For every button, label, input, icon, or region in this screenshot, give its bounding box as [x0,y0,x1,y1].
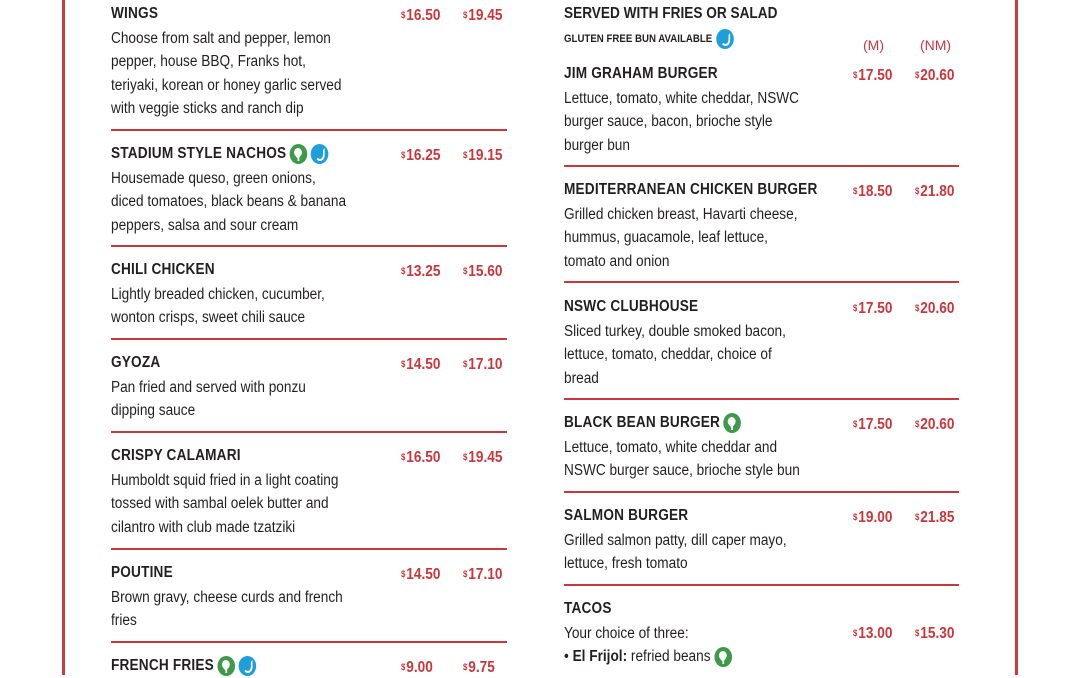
menu-item-description [564,436,819,483]
member-price [853,66,892,86]
price-value: 9.75 [468,659,495,676]
menu-item-name [111,563,173,583]
menu-item-description [111,167,366,237]
menu-item-title: SALMON BURGER [564,507,689,524]
price-value: 9.00 [406,659,433,676]
item-divider [564,491,959,493]
menu-item-name [564,413,741,433]
price-value: 16.25 [406,147,441,164]
non-member-price [915,624,954,644]
non-member-price [915,415,954,435]
currency-symbol: $ [401,266,406,276]
vegetarian-icon [714,647,732,667]
currency-symbol: $ [463,359,468,369]
gluten-free-icon [311,144,329,164]
price-value: 14.50 [406,356,441,373]
non-member-price [463,658,495,678]
menu-item-title: JIM GRAHAM BURGER [564,65,718,82]
currency-symbol: $ [463,452,468,462]
menu-item-description [111,27,366,120]
price-value: 20.60 [920,67,955,84]
description-line: tomato and onion [564,252,670,270]
menu-item-description [564,622,819,669]
description-line: lettuce, fresh tomato [564,555,688,573]
price-value: 15.30 [920,625,955,642]
currency-symbol: $ [401,10,406,20]
description-line: Grilled chicken breast, Havarti cheese, [564,206,798,223]
price-value: 16.50 [406,449,441,466]
currency-symbol: $ [401,569,406,579]
item-divider [111,641,507,643]
menu-item-name [564,180,817,200]
currency-symbol: $ [853,70,858,80]
item-divider [564,281,959,283]
menu-item-title: FRENCH FRIES [111,657,214,674]
menu-item-title: MEDITERRANEAN CHICKEN BURGER [564,181,818,198]
currency-symbol: $ [401,452,406,462]
taco-option: • El Frijol: refried beans [564,645,819,668]
member-price [853,299,892,319]
member-price [853,415,892,435]
taco-option-text: refried beans [630,648,711,666]
description-line: Lettuce, tomato, white cheddar, NSWC [564,90,800,107]
vegetarian-icon [217,656,235,676]
gluten-free-icon [239,656,257,676]
price-value: 17.50 [858,67,893,84]
price-value: 19.15 [468,147,503,164]
currency-symbol: $ [463,10,468,20]
description-line: teriyaki, korean or honey garlic served [111,76,342,94]
currency-symbol: $ [915,419,920,429]
description-line: pepper, house BBQ, Franks hot, [111,53,306,71]
non-member-price [915,182,954,202]
menu-item-title: NSWC CLUBHOUSE [564,298,699,315]
price-value: 19.00 [858,509,893,526]
description-line: Your choice of three: [564,625,689,642]
menu-item-description [111,376,366,423]
member-price [853,624,892,644]
price-value: 15.60 [468,263,503,280]
gluten-free-note-text: GLUTEN FREE BUN AVAILABLE [564,33,713,45]
item-divider [564,398,959,400]
description-line: cilantro with club made tzatziki [111,518,296,536]
currency-symbol: $ [853,303,858,313]
non-member-price [463,6,502,26]
price-value: 17.10 [468,566,503,583]
non-member-price [915,508,954,528]
description-line: Choose from salt and pepper, lemon [111,30,331,47]
currency-symbol: $ [401,662,406,672]
member-price [401,448,440,468]
section-note: SERVED WITH FRIES OR SALAD [564,5,778,22]
non-member-price [463,146,502,166]
price-value: 13.00 [858,625,893,642]
description-line: burger sauce, bacon, brioche style [564,113,773,131]
menu-item-description [564,320,819,390]
description-line: tossed with sambal oelek butter and [111,495,329,513]
description-line: NSWC burger sauce, brioche style bun [564,462,800,480]
member-price [853,182,892,202]
description-line: Sliced turkey, double smoked bacon, [564,323,786,340]
menu-item-description [111,586,366,633]
item-divider [111,431,507,433]
item-divider [111,129,507,131]
vegetarian-icon [724,413,742,433]
gluten-free-note [564,29,734,49]
menu-border-right [1015,0,1018,675]
description-line: Housemade queso, green onions, [111,170,316,187]
menu-item-name [111,446,241,466]
member-price [401,146,440,166]
price-value: 20.60 [920,416,955,433]
currency-symbol: $ [915,70,920,80]
menu-item-title: CHILI CHICKEN [111,261,215,278]
description-line: Lightly breaded chicken, cucumber, [111,286,325,303]
menu-item-description [564,203,819,273]
menu-item-description [111,469,366,539]
non-member-price [463,262,502,282]
description-line: Pan fried and served with ponzu [111,379,306,396]
non-member-price [915,66,954,86]
price-value: 19.45 [468,7,503,24]
non-member-price-header: (NM) [920,37,952,53]
price-value: 16.50 [406,7,441,24]
description-line: Lettuce, tomato, white cheddar and [564,439,778,456]
menu-item-description [564,529,819,576]
description-line: Humboldt squid fried in a light coating [111,472,339,489]
non-member-price [463,565,502,585]
menu-item-title: CRISPY CALAMARI [111,447,241,464]
description-line: hummus, guacamole, leaf lettuce, [564,229,768,247]
currency-symbol: $ [463,569,468,579]
price-value: 21.85 [920,509,955,526]
menu-item-title: WINGS [111,5,159,22]
description-line: diced tomatoes, black beans & banana [111,193,347,211]
description-line: dipping sauce [111,402,196,420]
currency-symbol: $ [915,628,920,638]
non-member-price [915,299,954,319]
price-value: 19.45 [468,449,503,466]
member-price [401,355,440,375]
currency-symbol: $ [915,512,920,522]
currency-symbol: $ [401,150,406,160]
currency-symbol: $ [853,419,858,429]
taco-option-label: El Frijol: [572,648,628,666]
description-line: lettuce, tomato, cheddar, choice of [564,346,772,364]
menu-item-name [564,297,698,317]
currency-symbol: $ [463,150,468,160]
menu-item-description [111,283,366,330]
member-price [401,658,433,678]
menu-border-left [62,0,65,675]
description-line: fries [111,612,137,630]
price-value: 17.10 [468,356,503,373]
non-member-price [463,448,502,468]
menu-item-name [111,144,329,164]
menu-item-name [111,4,158,24]
item-divider [564,165,959,167]
price-value: 21.80 [920,183,955,200]
description-line: bread [564,369,599,387]
menu-item-title: BLACK BEAN BURGER [564,414,721,431]
menu-item-title: STADIUM STYLE NACHOS [111,145,287,162]
currency-symbol: $ [401,359,406,369]
member-price [401,6,440,26]
currency-symbol: $ [915,303,920,313]
item-divider [111,548,507,550]
menu-item-title: POUTINE [111,564,173,581]
description-line: with veggie sticks and ranch dip [111,99,304,117]
price-value: 18.50 [858,183,893,200]
currency-symbol: $ [853,628,858,638]
member-price [401,262,440,282]
non-member-price [463,355,502,375]
currency-symbol: $ [463,266,468,276]
vegetarian-icon [290,144,308,164]
price-value: 14.50 [406,566,441,583]
item-divider [564,584,959,586]
price-value: 20.60 [920,300,955,317]
price-value: 13.25 [406,263,441,280]
member-price [853,508,892,528]
currency-symbol: $ [463,662,468,672]
description-line: peppers, salsa and sour cream [111,216,299,234]
price-value: 17.50 [858,416,893,433]
menu-item-name [564,64,718,84]
price-value: 17.50 [858,300,893,317]
menu-item-name [111,260,215,280]
menu-item-title: GYOZA [111,354,161,371]
currency-symbol: $ [853,512,858,522]
description-line: Grilled salmon patty, dill caper mayo, [564,532,787,549]
item-divider [111,245,507,247]
menu-item-name [111,353,160,373]
menu-item-title: TACOS [564,600,612,617]
member-price [401,565,440,585]
item-divider [111,338,507,340]
currency-symbol: $ [853,186,858,196]
member-price-header: (M) [863,37,884,53]
menu-item-description [564,87,819,157]
description-line: Brown gravy, cheese curds and french [111,589,343,606]
description-line: wonton crisps, sweet chili sauce [111,309,306,327]
menu-item-name [111,656,256,676]
currency-symbol: $ [915,186,920,196]
gluten-free-icon [717,29,735,49]
description-line: burger bun [564,136,630,154]
menu-item-name [564,599,612,619]
menu-item-name [564,506,688,526]
